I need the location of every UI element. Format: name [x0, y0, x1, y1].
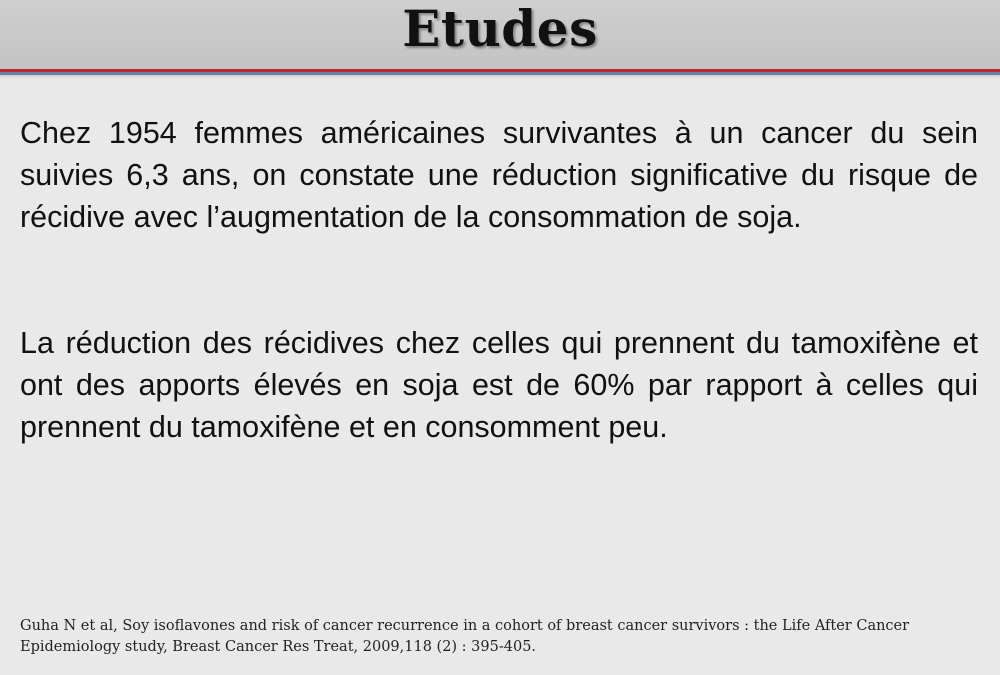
- title-bar: [0, 0, 1000, 70]
- slide-title: Etudes: [402, 0, 598, 58]
- title-divider-shadow: [0, 75, 1000, 79]
- paragraph-tamoxifen-results: La réduction des récidives chez celles qui prennent du tamoxifène et ont des apports élevés en soja est de 60% par rapport à celles qui prennent du tamoxifène et en consomment peu.: [20, 326, 978, 444]
- citation-reference: Guha N et al, Soy isoflavones and risk of cancer recurrence in a cohort of breast cancer survivors : the Life After Cancer Epidemiology study, Breast Cancer Res Treat, 2009,118 (2) : 395-405.: [20, 618, 910, 655]
- paragraph-study-results: Chez 1954 femmes américaines survivantes à un cancer du sein suivies 6,3 ans, on constate une réduction significative du risque de récidive avec l’augmentation de la consommation de soja.: [20, 116, 978, 234]
